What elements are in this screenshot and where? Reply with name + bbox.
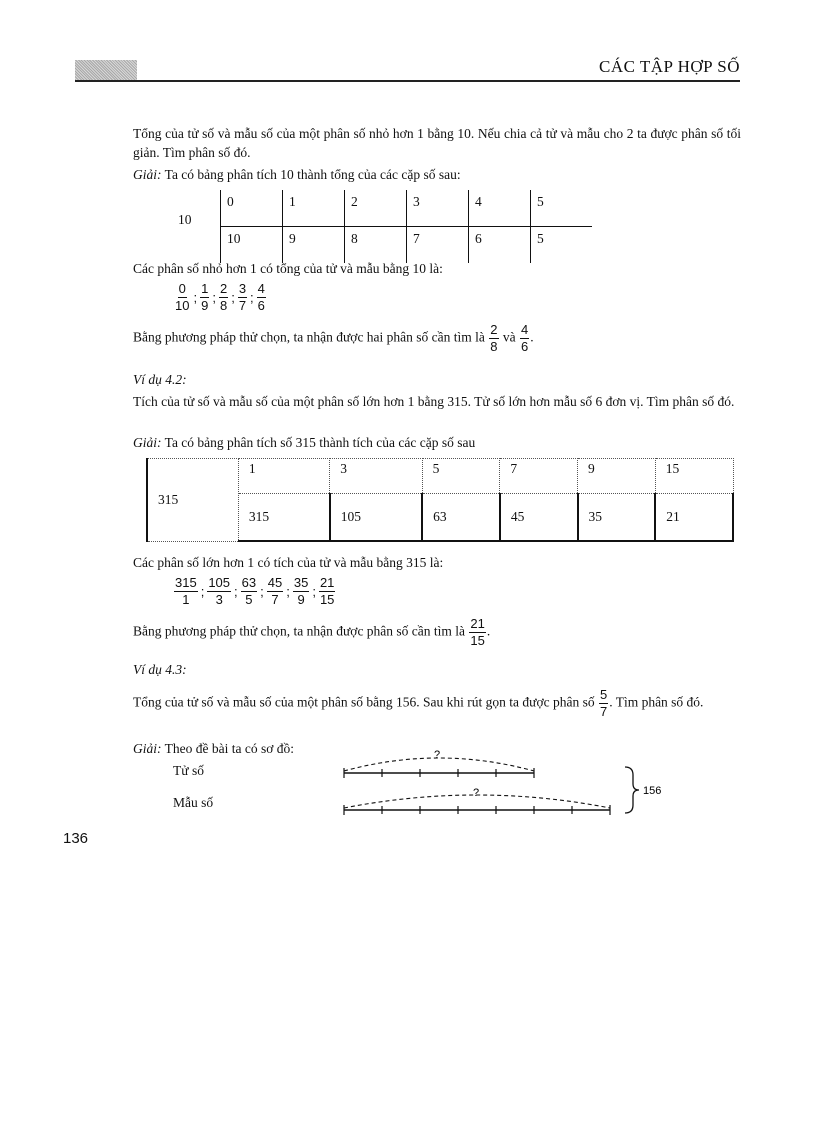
ex2-list-intro: Các phân số lớn hơn 1 có tích của tử và mẫu bằng 315 là:: [133, 555, 444, 570]
fraction: $\frac{45}{7}$: [267, 575, 283, 607]
fraction: $\frac{1}{9}$: [201, 281, 209, 313]
ex2-bottom-cell: 21: [655, 494, 733, 542]
ex1-top-cell: 1: [283, 190, 345, 227]
ex2-top-cell: 5: [422, 459, 500, 494]
ex1-bottom-cell: 7: [407, 227, 469, 264]
ex1-bottom-cell: 6: [469, 227, 531, 264]
total-label: 156: [643, 785, 662, 797]
ex2-product-table: [146, 458, 734, 542]
ex1-bottom-cell: 9: [283, 227, 345, 264]
fraction: $\frac{2}{8}$: [219, 281, 228, 313]
ex3-problem-text: Tổng của tử số và mẫu số của một phân số bằng 156. Sau khi rút gọn ta được phân số: [133, 694, 595, 710]
denominator-label: Mẫu số: [173, 795, 214, 810]
ex2-bottom-cell: 45: [500, 494, 578, 542]
page-header-title: CÁC TẬP HỢP SỐ: [599, 57, 740, 76]
ex1-top-cell: 3: [407, 190, 469, 227]
ex1-conclusion-text: Bằng phương pháp thử chọn, ta nhận được hai phân số cần tìm là: [133, 329, 485, 345]
ex2-table-label: 315: [147, 459, 238, 542]
ex3-solution-label: Giải:: [133, 741, 162, 756]
ex2-fraction-list: $\frac{315}{1}$ ; $\frac{105}{3}$ ; $\frac{63}{5}$ ; $\frac{45}{7}$ ; $\frac{35}{9}$ ; $\frac{21}{15}$: [175, 575, 335, 607]
ex1-bottom-cell: 10: [221, 227, 283, 264]
ex1-top-cell: 4: [469, 190, 531, 227]
fraction: $\frac{4}{6}$: [521, 322, 529, 354]
ex2-bottom-cell: 63: [422, 494, 500, 542]
fraction: $\frac{35}{9}$: [293, 575, 309, 607]
ex1-bottom-cell: 8: [345, 227, 407, 264]
ex2-heading: Ví dụ 4.2:: [133, 372, 187, 387]
ex3-problem-text-end: . Tìm phân số đó.: [609, 694, 704, 710]
total-brace: [625, 767, 639, 813]
ex2-bottom-cell: 315: [238, 494, 329, 542]
denominator-question-mark: ?: [473, 787, 480, 799]
ex1-conclusion: Bằng phương pháp thử chọn, ta nhận được hai phân số cần tìm là $\frac{2}{8}$ và $\frac{4}{6}$ .: [133, 322, 534, 354]
ex2-problem: Tích của tử số và mẫu số của một phân số lớn hơn 1 bằng 315. Tử số lớn hơn mẫu số 6 đơn vị. Tìm phân số đó.: [133, 394, 735, 409]
ex1-solution-text: Ta có bảng phân tích 10 thành tổng của các cặp số sau:: [164, 167, 461, 182]
ex2-top-cell: 7: [500, 459, 578, 494]
ex1-problem: Tổng của tử số và mẫu số của một phân số nhỏ hơn 1 bằng 10. Nếu chia cả tử và mẫu cho 2 ta được phân số tối giản. Tìm phân số đó.: [133, 126, 741, 160]
page-number: 136: [63, 830, 89, 847]
ex1-sum-table: [220, 190, 592, 263]
ex1-top-cell: 2: [345, 190, 407, 227]
fraction: $\frac{21}{15}$: [470, 616, 485, 648]
ex3-problem: [133, 688, 741, 719]
numerator-label: Tử số: [173, 763, 204, 778]
fraction: $\frac{63}{5}$: [241, 575, 257, 607]
ex2-top-cell: 9: [578, 459, 656, 494]
ex2-conclusion-text: Bằng phương pháp thử chọn, ta nhận được phân số cần tìm là: [133, 623, 466, 639]
ex1-top-cell: 0: [221, 190, 283, 227]
ex2-solution-label: Giải:: [133, 435, 162, 450]
numerator-segment: [344, 758, 534, 778]
fraction: $\frac{4}{6}$: [257, 281, 265, 313]
fraction: $\frac{21}{15}$: [319, 575, 335, 607]
fraction: $\frac{3}{7}$: [238, 281, 247, 313]
and-word: và: [502, 329, 516, 345]
ex2-top-cell: 3: [330, 459, 422, 494]
ex2-top-cell: 15: [655, 459, 733, 494]
fraction: $\frac{0}{10}$: [175, 281, 190, 313]
numerator-question-mark: ?: [434, 749, 441, 761]
ex1-fraction-list: $\frac{0}{10}$ ; $\frac{1}{9}$ ; $\frac{2}{8}$ ; $\frac{3}{7}$ ; $\frac{4}{6}$: [175, 281, 265, 313]
ex2-solution-text: Ta có bảng phân tích số 315 thành tích của các cặp số sau: [164, 435, 476, 450]
ex1-top-cell: 5: [531, 190, 593, 227]
fraction: $\frac{315}{1}$: [175, 575, 197, 607]
fraction: $\frac{5}{7}$: [599, 687, 608, 719]
fraction: $\frac{2}{8}$: [490, 322, 498, 354]
ex1-list-intro: Các phân số nhỏ hơn 1 có tổng của tử và mẫu bằng 10 là:: [133, 261, 443, 276]
ex3-heading: Ví dụ 4.3:: [133, 662, 187, 677]
ex1-solution-label: Giải:: [133, 167, 162, 182]
header-decoration: [75, 60, 137, 80]
ex1-table-label: 10: [178, 212, 192, 227]
ex2-bottom-cell: 105: [330, 494, 422, 542]
ex1-bottom-cell: 5: [531, 227, 593, 264]
ex2-bottom-cell: 35: [578, 494, 656, 542]
header-rule: [75, 80, 740, 82]
segment-diagram: [335, 742, 675, 824]
ex2-top-cell: 1: [238, 459, 329, 494]
ex2-conclusion: Bằng phương pháp thử chọn, ta nhận được phân số cần tìm là $\frac{21}{15}$ .: [133, 616, 491, 648]
fraction: $\frac{105}{3}$: [208, 575, 231, 607]
ex2-solution-line: [133, 433, 741, 452]
ex1-solution-line: [133, 165, 741, 184]
ex3-solution-text: Theo đề bài ta có sơ đồ:: [164, 741, 294, 756]
